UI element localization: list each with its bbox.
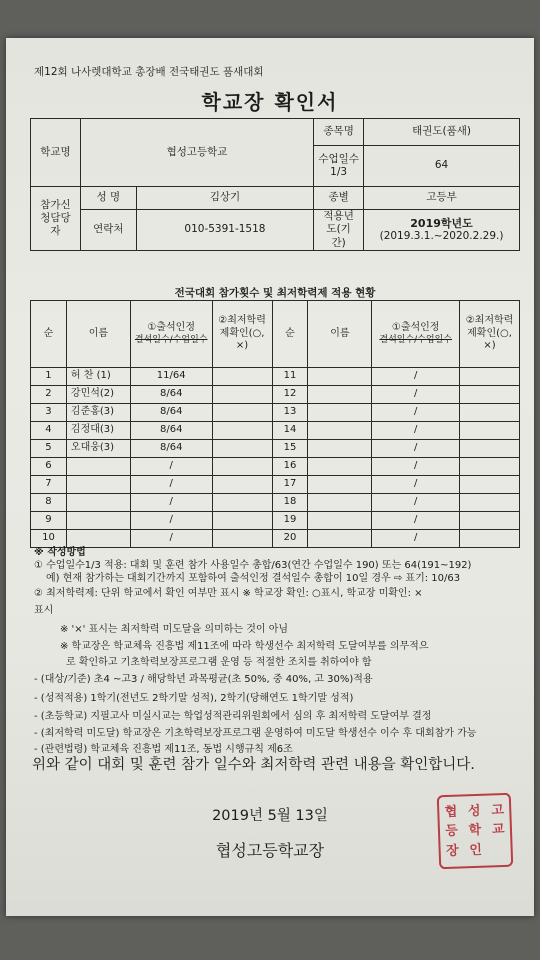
row-min-academic	[212, 440, 272, 458]
row-name	[308, 458, 372, 476]
table-row	[31, 458, 520, 476]
days-value: 64	[364, 146, 520, 187]
row-name	[308, 422, 372, 440]
row-min-academic	[460, 530, 520, 548]
row-num: 13	[272, 404, 308, 422]
row-attendance: /	[372, 530, 460, 548]
note-line: ① 수업일수1/3 적용: 대회 및 훈련 참가 사용일수 총합/63(연간 수업일수 190) 또는 64(191~192)	[34, 560, 472, 571]
row-name	[66, 476, 130, 494]
section-title: 전국대회 참가횟수 및 최저학력제 적용 현황	[174, 287, 376, 299]
row-num: 5	[31, 440, 67, 458]
row-num: 1	[31, 368, 67, 386]
note-line: ② 최저학력제: 단위 학교에서 확인 여부만 표시 ※ 학교장 확인: ○표시, 학교장 미확인: ×	[34, 588, 423, 599]
header-attendance-bottom: 결석일수/수업일수	[134, 334, 208, 345]
table-row	[31, 404, 520, 422]
contact-label: 연락처	[80, 210, 136, 251]
period-range: (2019.3.1.~2020.2.29.)	[379, 230, 504, 243]
header-min-academic-right: ②최저학력제확인(○, ×)	[460, 301, 520, 368]
row-name	[308, 476, 372, 494]
row-name	[308, 386, 372, 404]
row-num: 8	[31, 494, 67, 512]
header-attendance-bottom-right: 결석일수/수업일수	[379, 334, 452, 345]
applicant-label: 참가신청담당자	[31, 187, 81, 251]
document-title: 학교장 확인서	[201, 90, 339, 114]
header-name-right: 이름	[308, 301, 372, 368]
seal-character: 인	[469, 842, 483, 858]
note-line: ※ 작성방법	[34, 547, 86, 558]
row-name: 오대웅(3)	[66, 440, 130, 458]
row-min-academic	[212, 386, 272, 404]
note-line: - (성적적용) 1학기(전년도 2학기말 성적), 2학기(당해연도 1학기말 성적)	[34, 693, 354, 704]
period-cell	[364, 210, 520, 251]
name-value: 김상기	[136, 187, 313, 210]
row-min-academic	[212, 530, 272, 548]
row-num: 12	[272, 386, 308, 404]
table-row	[31, 476, 520, 494]
row-min-academic	[460, 512, 520, 530]
row-min-academic	[212, 458, 272, 476]
note-line: 로 확인하고 기초학력보장프로그램 운영 등 적절한 조치를 취하여야 함	[66, 657, 372, 668]
row-num: 15	[272, 440, 308, 458]
row-name	[308, 440, 372, 458]
name-label: 성 명	[80, 187, 136, 210]
row-name	[308, 512, 372, 530]
table-row	[31, 530, 520, 548]
row-attendance: /	[372, 494, 460, 512]
row-num: 7	[31, 476, 67, 494]
row-num: 19	[272, 512, 308, 530]
seal-character: 교	[491, 822, 505, 838]
note-line: - (최저학력 미도달) 학교장은 기초학력보장프로그램 운영하여 미도달 학생선수 이수 후 대회참가 가능	[34, 728, 477, 739]
row-min-academic	[212, 512, 272, 530]
school-label: 학교명	[31, 119, 81, 187]
seal-character: 학	[468, 823, 482, 839]
school-name: 협성고등학교	[80, 119, 313, 187]
row-attendance: /	[372, 476, 460, 494]
row-num: 6	[31, 458, 67, 476]
seal-character: 성	[467, 803, 481, 819]
row-min-academic	[212, 494, 272, 512]
row-num: 16	[272, 458, 308, 476]
competition-name: 제12회 나사렛대학교 총장배 전국태권도 품새대회	[34, 66, 264, 78]
note-line: ※ 학교장은 학교체육 진흥법 제11조에 따라 학생선수 최저학력 도달여부를 의무적으	[60, 641, 429, 652]
header-num-right: 순	[272, 301, 308, 368]
row-num: 14	[272, 422, 308, 440]
note-line: 표시	[34, 605, 54, 616]
header-name: 이름	[66, 301, 130, 368]
row-attendance: /	[372, 404, 460, 422]
seal-character: 등	[445, 823, 459, 840]
row-min-academic	[460, 494, 520, 512]
row-attendance: /	[130, 494, 212, 512]
category-value: 고등부	[364, 187, 520, 210]
row-attendance: /	[130, 476, 212, 494]
row-num: 2	[31, 386, 67, 404]
info-table	[30, 118, 520, 251]
table-row	[31, 386, 520, 404]
row-min-academic	[460, 404, 520, 422]
row-attendance: /	[372, 368, 460, 386]
row-attendance: /	[130, 512, 212, 530]
official-seal	[437, 793, 514, 870]
row-num: 9	[31, 512, 67, 530]
header-attendance	[130, 301, 212, 368]
note-line: 예) 현재 참가하는 대회기간까지 포함하여 출석인정 결석일수 총합이 10일 경우 ⇨ 표기: 10/63	[46, 573, 461, 584]
note-line: - (관련법령) 학교체육 진흥법 제11조, 동법 시행규칙 제6조	[34, 744, 293, 755]
seal-character: 장	[445, 843, 459, 859]
period-label: 적용년도(기간)	[314, 210, 364, 251]
note-line: - (초등학교) 지필고사 미실시교는 학업성적관리위원회에서 심의 후 최저학력 도달여부 결정	[34, 711, 432, 722]
row-num: 11	[272, 368, 308, 386]
row-name	[66, 458, 130, 476]
row-attendance: 8/64	[130, 422, 212, 440]
row-attendance: 11/64	[130, 368, 212, 386]
signer-title: 협성고등학교장	[215, 841, 325, 860]
contact-value: 010-5391-1518	[136, 210, 313, 251]
row-attendance: /	[372, 422, 460, 440]
row-min-academic	[212, 404, 272, 422]
row-min-academic	[212, 476, 272, 494]
participation-table	[30, 300, 520, 548]
event-value: 태권도(품새)	[364, 119, 520, 146]
seal-character: 협	[444, 804, 458, 820]
row-min-academic	[460, 440, 520, 458]
row-name	[308, 530, 372, 548]
seal-character: 고	[491, 802, 505, 819]
row-name: 강민석(2)	[66, 386, 130, 404]
row-attendance: 8/64	[130, 386, 212, 404]
row-name	[66, 512, 130, 530]
row-num: 4	[31, 422, 67, 440]
header-num: 순	[31, 301, 67, 368]
row-name	[308, 404, 372, 422]
row-attendance: 8/64	[130, 440, 212, 458]
row-min-academic	[460, 476, 520, 494]
row-attendance: /	[372, 386, 460, 404]
row-name	[308, 494, 372, 512]
certificate-paper	[6, 38, 534, 916]
row-min-academic	[460, 458, 520, 476]
table-row	[31, 368, 520, 386]
row-min-academic	[460, 422, 520, 440]
row-attendance: 8/64	[130, 404, 212, 422]
event-label: 종목명	[314, 119, 364, 146]
issue-date: 2019년 5월 13일	[212, 808, 328, 824]
row-attendance: /	[372, 440, 460, 458]
header-attendance-top: ①출석인정	[147, 322, 195, 334]
row-name	[66, 494, 130, 512]
category-label: 종별	[314, 187, 364, 210]
row-min-academic	[460, 386, 520, 404]
row-num: 17	[272, 476, 308, 494]
row-min-academic	[212, 422, 272, 440]
row-attendance: /	[372, 458, 460, 476]
table-row	[31, 512, 520, 530]
header-attendance-top-right: ①출석인정	[391, 322, 440, 334]
row-name	[308, 368, 372, 386]
header-min-academic: ②최저학력제확인(○, ×)	[212, 301, 272, 368]
row-min-academic	[460, 368, 520, 386]
row-attendance: /	[372, 512, 460, 530]
period-year: 2019학년도	[410, 216, 473, 230]
row-attendance: /	[130, 530, 212, 548]
row-name: 허 찬 (1)	[66, 368, 130, 386]
row-attendance: /	[130, 458, 212, 476]
days-label: 수업일수1/3	[314, 146, 364, 187]
row-num: 20	[272, 530, 308, 548]
confirmation-statement: 위와 같이 대회 및 훈련 참가 일수와 최저학력 관련 내용을 확인합니다.	[32, 757, 475, 773]
note-line: - (대상/기준) 초4 ~고3 / 해당학년 과목평균(초 50%, 중 40%, 고 30%)적용	[34, 674, 373, 685]
table-row	[31, 422, 520, 440]
row-num: 3	[31, 404, 67, 422]
table-row	[31, 440, 520, 458]
row-min-academic	[212, 368, 272, 386]
row-name: 김정대(3)	[66, 422, 130, 440]
note-line: ※ '×' 표시는 최저학력 미도달을 의미하는 것이 아님	[60, 624, 289, 635]
row-name: 김준홍(3)	[66, 404, 130, 422]
row-num: 10	[31, 530, 67, 548]
row-num: 18	[272, 494, 308, 512]
header-attendance-right	[372, 301, 460, 368]
table-row	[31, 494, 520, 512]
